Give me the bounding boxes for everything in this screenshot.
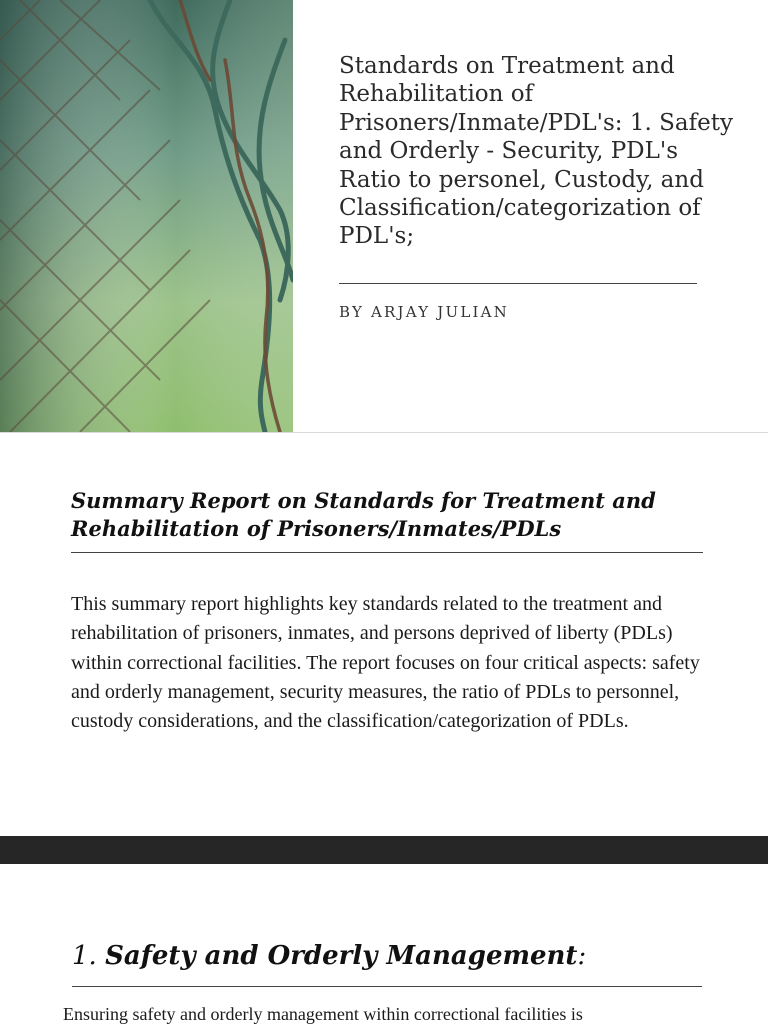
heading-colon: : — [577, 941, 587, 971]
safety-paragraph: Ensuring safety and orderly management within correctional facilities is — [63, 1004, 583, 1024]
safety-divider — [72, 986, 702, 987]
chain-link-fence-photo — [0, 0, 293, 432]
slide-gap-band — [0, 836, 768, 864]
summary-heading: Summary Report on Standards for Treatment and Rehabilitation of Prisoners/Inmates/PDLs — [71, 488, 656, 541]
safety-heading — [72, 938, 732, 974]
title-slide — [0, 0, 768, 432]
slide-separator — [0, 432, 768, 433]
summary-paragraph: This summary report highlights key standards related to the treatment and rehabilitation of prisoners, inmates, and persons deprived of liberty (PDLs) within correctional facilities. The report focuses on four critical aspects: safety and orderly management, security measures, the ratio of PDLs to personnel, custody considerations, and the classification/categorization of PDLs. — [71, 593, 700, 733]
presentation-title: Standards on Treatment and Rehabilitation of Prisoners/Inmate/PDL's: 1. Safety and Orderly - Security, PDL's Ratio to personel, Custody, and Classification/categorization of PDL's; — [339, 53, 733, 250]
heading-text: Safety and Orderly Management — [105, 941, 578, 971]
heading-number: 1. — [72, 941, 97, 971]
title-divider — [339, 283, 697, 284]
summary-divider — [71, 552, 703, 553]
author-byline: BY ARJAY JULIAN — [339, 303, 509, 321]
